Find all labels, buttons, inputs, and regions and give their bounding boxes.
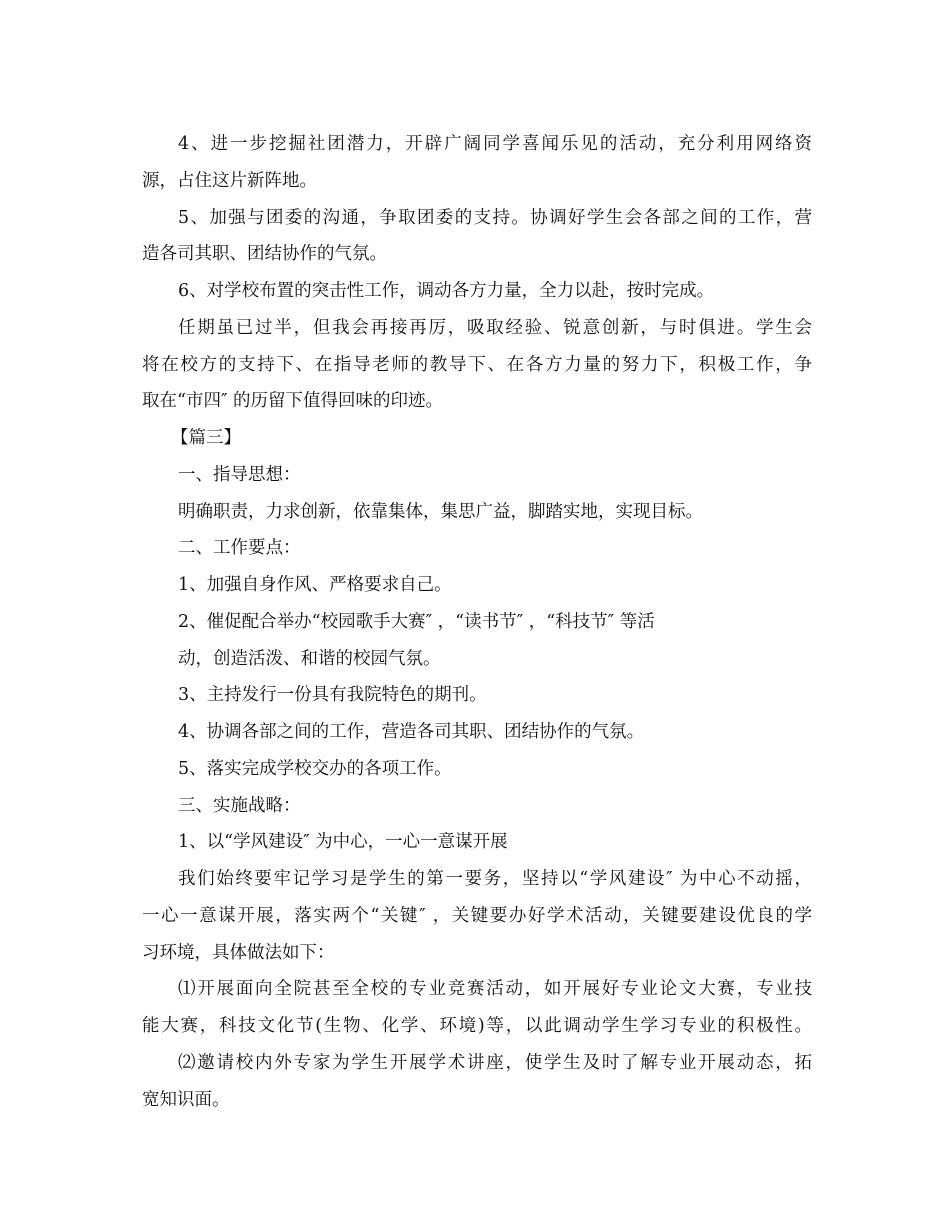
text-line: 3、主持发行一份具有我院特色的期刊。 [178,685,487,705]
text-line: 4、协调各部之间的工作，营造各司其职、团结协作的气氛。 [178,722,645,742]
section-heading: 【篇三】 [171,428,241,448]
text-line: 能大赛，科技文化节(生物、化学、环境)等，以此调动学生学习专业的积极性。 [142,1016,812,1036]
text-line: 4、进一步挖掘社团潜力，开辟广阔同学喜闻乐见的活动，充分利用网络资 [178,134,812,154]
text-line: 6、对学校布置的突击性工作，调动各方力量，全力以赴，按时完成。 [178,281,715,301]
text-line: ⑴开展面向全院甚至全校的专业竞赛活动，如开展好专业论文大赛，专业技 [178,979,812,999]
text-line: 造各司其职、团结协作的气氛。 [142,244,387,264]
section-heading: 一、指导思想： [178,465,301,485]
text-line: 1、以“学风建设″ 为中心，一心一意谋开展 [178,832,508,852]
text-line: 宽知识面。 [142,1090,230,1110]
text-line: 动，创造活泼、和谐的校园气氛。 [178,649,441,669]
section-heading: 二、工作要点： [178,538,301,558]
text-line: 将在校方的支持下、在指导老师的教导下、在各方力量的努力下，积极工作，争 [142,355,812,375]
text-line: 5、加强与团委的沟通，争取团委的支持。协调好学生会各部之间的工作，营 [178,208,812,228]
text-line: 一心一意谋开展，落实两个“关键″ ，关键要办好学术活动，关键要建设优良的学 [142,906,812,926]
text-line: 取在“市四″ 的历留下值得回味的印迹。 [142,391,444,411]
text-line: 2、催促配合举办“校园歌手大赛″ ，“读书节″ ，“科技节″ 等活 [178,612,655,632]
text-line: 任期虽已过半，但我会再接再厉，吸取经验、锐意创新，与时俱进。学生会 [178,318,812,338]
section-heading: 三、实施战略： [178,796,301,816]
text-line: 源，占住这片新阵地。 [142,171,317,191]
text-line: 5、落实完成学校交办的各项工作。 [178,759,452,779]
text-line: 1、加强自身作风、严格要求自己。 [178,575,452,595]
text-line: 明确职责，力求创新，依靠集体，集思广益，脚踏实地，实现目标。 [178,502,703,522]
text-line: 我们始终要牢记学习是学生的第一要务，坚持以“学风建设″ 为中心不动摇， [178,869,812,889]
text-line: ⑵邀请校内外专家为学生开展学术讲座，使学生及时了解专业开展动态，拓 [178,1053,812,1073]
text-line: 习环境，具体做法如下： [142,943,335,963]
